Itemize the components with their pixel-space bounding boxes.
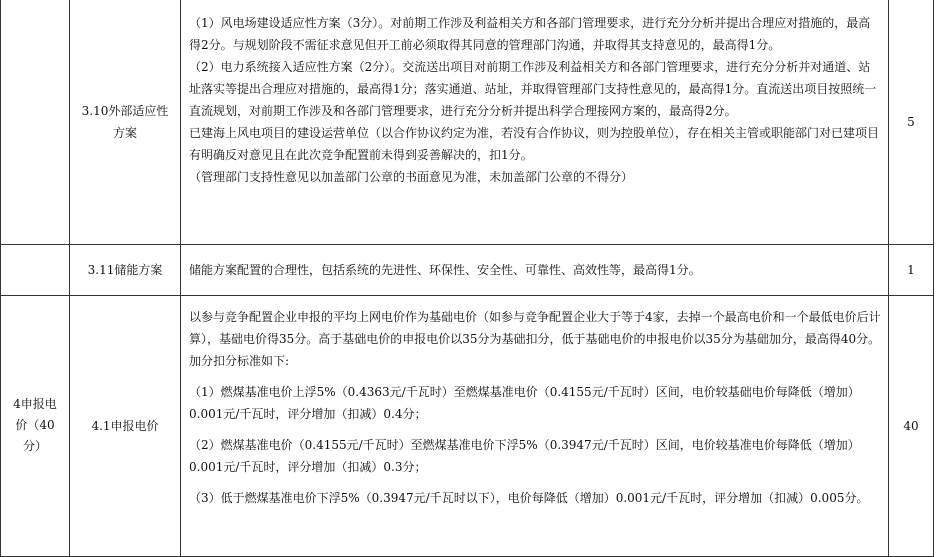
table-row xyxy=(1,295,934,556)
criteria-paragraph: （管理部门支持性意见以加盖部门公章的书面意见为准，未加盖部门公章的不得分） xyxy=(189,170,634,184)
criteria-paragraph: 以参与竞争配置企业申报的平均上网电价作为基础电价（如参与竞争配置企业大于等于4家，去掉一个最高电价和一个最低电价后计算），基础电价得35分。高于基础电价的申报电价以35分为基础扣分，低于基础电价的申报电价以35分为基础加分，最高得40分。加分扣分标准如下: xyxy=(189,309,881,368)
category-label: 4申报电价（40分） xyxy=(13,397,57,453)
score-cell: 40 xyxy=(889,295,934,556)
criteria-paragraph: （3）低于燃煤基准电价下浮5%（0.3947元/千瓦时以下），电价每降低（增加）0.001元/千瓦时，评分增加（扣减）0.005分。 xyxy=(189,490,869,505)
criteria-paragraph: 已建海上风电项目的建设运营单位（以合作协议约定为准，若没有合作协议，则为控股单位），存在相关主管或职能部门对已建项目有明确反对意见且在此次竞争配置前未得到妥善解决的，扣1分。 xyxy=(189,126,880,162)
item-cell: 3.11储能方案 xyxy=(70,244,181,295)
category-cell xyxy=(1,295,70,556)
criteria-paragraph: （2）电力系统接入适应性方案（2分）。交流送出项目对前期工作涉及利益相关方和各部门管理要求，进行充分分析并对通道、站址落实等提出合理应对措施的，最高得1分；落实通道、站址，并取得管理部门支持性意见的，最高得1分。直流送出项目按照统一直流规划，对前期工作涉及和各部门管理要求，进行充分分析并提出科学合理接网方案的，最高得2分。 xyxy=(189,60,877,118)
category-cell xyxy=(1,244,70,295)
item-label: 3.10外部适应性方案 xyxy=(81,103,169,140)
category-cell xyxy=(1,0,70,244)
criteria-cell: 储能方案配置的合理性，包括系统的先进性、环保性、安全性、可靠性、高效性等，最高得1分。 xyxy=(181,244,889,295)
criteria-cell xyxy=(181,0,889,244)
criteria-paragraph: （1）风电场建设适应性方案（3分）。对前期工作涉及利益相关方和各部门管理要求，进行充分分析并提出合理应对措施的，最高得2分。与规划阶段不需征求意见但开工前必须取得其同意的管理部门沟通，并取得其支持意见的，最高得1分。 xyxy=(189,16,871,52)
criteria-paragraph: （2）燃煤基准电价（0.4155元/千瓦时）至燃煤基准电价下浮5%（0.3947元/千瓦时）区间，电价较基准电价每降低（增加）0.001元/千瓦时，评分增加（扣减）0.3分； xyxy=(189,437,860,474)
table-row xyxy=(1,244,934,295)
criteria-cell xyxy=(181,295,889,556)
item-cell xyxy=(70,0,181,244)
score-cell: 1 xyxy=(889,244,934,295)
criteria-paragraph: （1）燃煤基准电价上浮5%（0.4363元/千瓦时）至燃煤基准电价（0.4155元/千瓦时）区间，电价较基础电价每降低（增加）0.001元/千瓦时，评分增加（扣减）0.4分； xyxy=(189,384,860,421)
item-cell: 4.1申报电价 xyxy=(70,295,181,556)
table-row xyxy=(1,0,934,244)
score-cell: 5 xyxy=(889,0,934,244)
